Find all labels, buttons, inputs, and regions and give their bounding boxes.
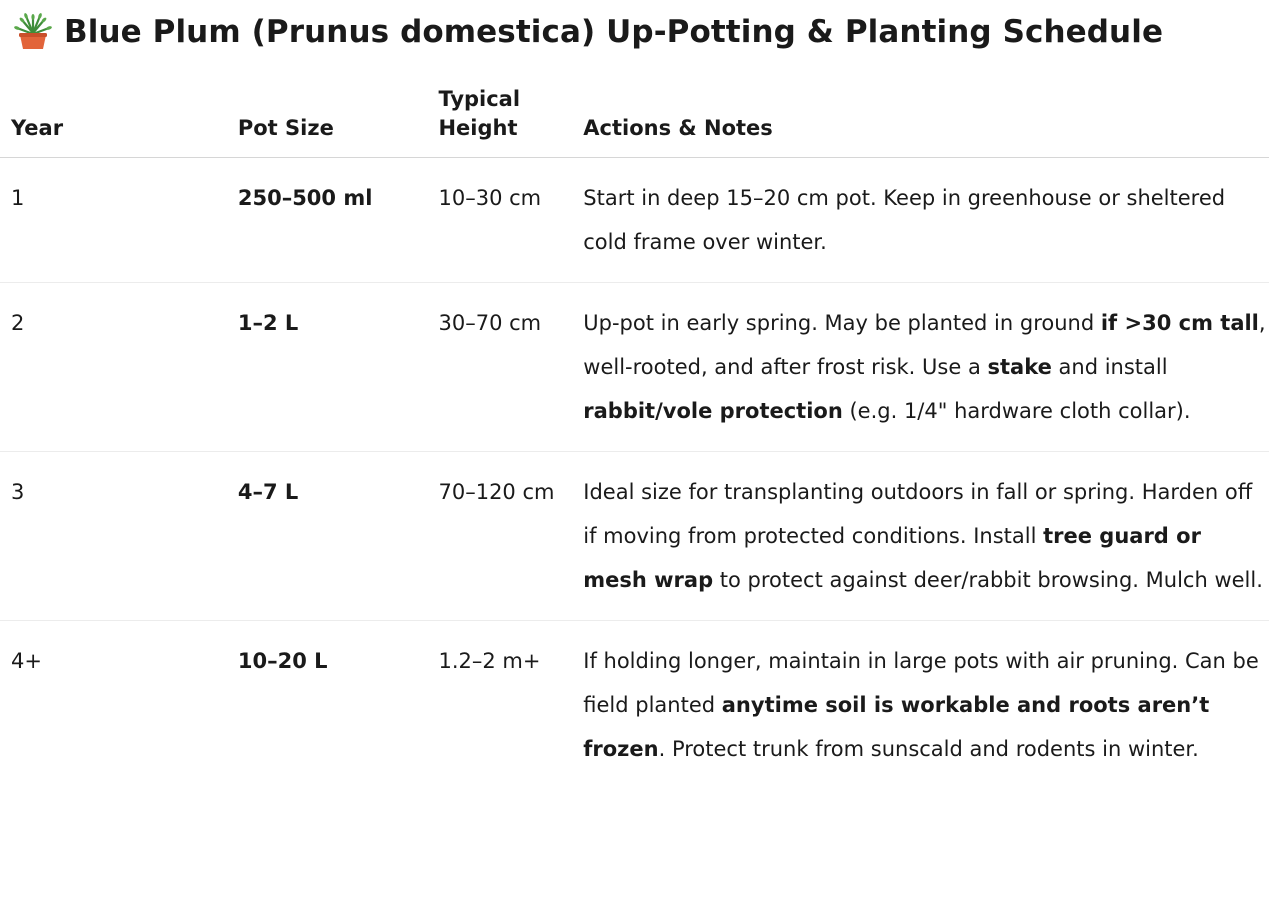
column-header-pot-size: Pot Size [238, 85, 439, 158]
notes-cell [583, 621, 1269, 790]
notes-text: (e.g. 1/4" hardware cloth collar). [842, 399, 1191, 423]
title-row [12, 8, 1163, 56]
notes-emphasis: anytime soil is workable and roots aren’t frozen [583, 693, 1210, 761]
notes-emphasis: if >30 cm tall [1100, 311, 1259, 335]
pot-size-cell: 1–2 L [238, 283, 439, 452]
notes-text: . Protect trunk from sunscald and rodents in winter. [658, 737, 1199, 761]
notes-cell [583, 283, 1269, 452]
notes-text: Up-pot in early spring. May be planted in ground [583, 311, 1101, 335]
table-row [0, 283, 1269, 452]
notes-emphasis: tree guard or mesh wrap [583, 524, 1201, 592]
notes-text: , well-rooted, and after frost risk. Use a [583, 311, 1266, 379]
table-row [0, 621, 1269, 790]
notes-emphasis: stake [987, 355, 1052, 379]
height-cell: 30–70 cm [438, 283, 583, 452]
year-cell: 4+ [11, 649, 42, 673]
table-header-row [0, 85, 1269, 158]
column-header-typical-height: Typical Height [438, 85, 583, 158]
notes-text: Ideal size for transplanting outdoors in fall or spring. Harden off if moving from protected conditions. Install [583, 480, 1253, 548]
year-cell: 3 [0, 452, 238, 621]
table-body [0, 158, 1269, 790]
notes-cell [583, 452, 1269, 621]
pot-size-cell: 250–500 ml [238, 158, 439, 283]
column-header-actions-notes: Actions & Notes [583, 85, 1269, 158]
column-header-year: Year [0, 85, 238, 158]
height-cell: 70–120 cm [438, 452, 583, 621]
potted-plant-icon [12, 11, 54, 53]
height-cell: 1.2–2 m+ [438, 649, 541, 673]
pot-size-cell: 10–20 L [237, 649, 328, 673]
notes-text: If holding longer, maintain in large pots with air pruning. Can be field planted [583, 649, 1259, 717]
table-row [0, 452, 1269, 621]
schedule-table [0, 85, 1269, 789]
year-cell: 1 [0, 158, 238, 283]
table-row [0, 158, 1269, 283]
notes-text: to protect against deer/rabbit browsing. Mulch well. [713, 568, 1263, 592]
pot-size-cell: 4–7 L [238, 452, 439, 621]
page-title: Blue Plum (Prunus domestica) Up-Potting & Planting Schedule [64, 14, 1164, 50]
notes-text: and install [1051, 355, 1168, 379]
notes-emphasis: rabbit/vole protection [583, 399, 843, 423]
year-cell: 2 [0, 283, 238, 452]
notes-cell [583, 158, 1269, 283]
notes-text: Start in deep 15–20 cm pot. Keep in greenhouse or sheltered cold frame over winter. [583, 186, 1226, 254]
height-cell: 10–30 cm [438, 158, 583, 283]
